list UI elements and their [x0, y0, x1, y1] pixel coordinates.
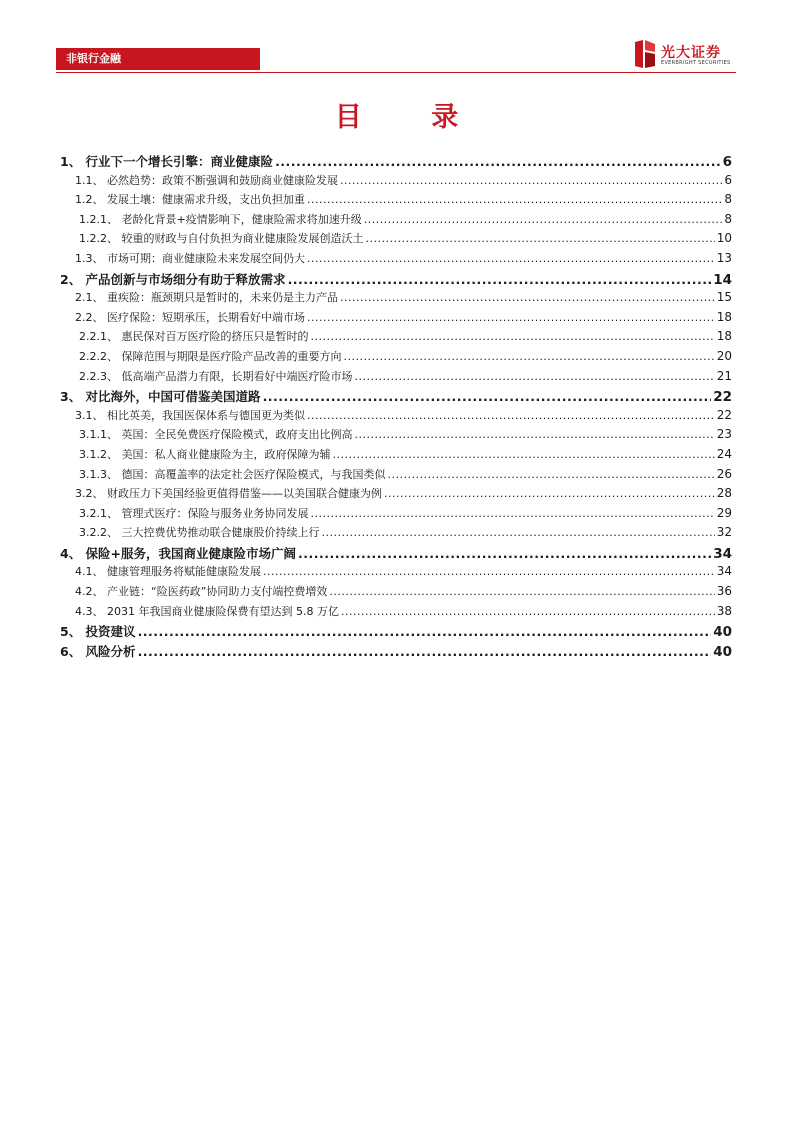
- toc-entry-title: 1.2.2、 较重的财政与自付负担为商业健康险发展创造沃土: [79, 232, 364, 246]
- toc-entry-page: 22: [713, 389, 732, 406]
- toc-entry-title: 6、 风险分析: [60, 643, 136, 659]
- toc-leader-dots: [332, 448, 714, 461]
- table-of-contents: [60, 152, 732, 661]
- toc-entry[interactable]: [60, 328, 732, 348]
- toc-entry-title: 4.3、 2031 年我国商业健康险保费有望达到 5.8 万亿: [75, 604, 339, 618]
- toc-entry[interactable]: [60, 230, 732, 250]
- toc-entry-page: 10: [716, 231, 732, 246]
- toc-entry[interactable]: [60, 152, 732, 172]
- toc-entry[interactable]: [60, 289, 732, 309]
- page-title: 目 录: [334, 102, 489, 133]
- toc-entry-title: 1.1、 必然趋势：政策不断强调和鼓励商业健康险发展: [75, 173, 338, 187]
- toc-entry[interactable]: [60, 270, 732, 290]
- toc-leader-dots: [343, 350, 714, 363]
- toc-entry-title: 3.2、 财政压力下美国经验更值得借鉴——以美国联合健康为例: [75, 487, 382, 501]
- toc-entry-title: 3.1.3、 德国：高覆盖率的法定社会医疗保险模式，与我国类似: [79, 467, 386, 481]
- toc-entry-title: 3.1.1、 英国：全民免费医疗保险模式，政府支出比例高: [79, 428, 353, 442]
- toc-entry-title: 3.1、 相比英美，我国医保体系与德国更为类似: [75, 408, 305, 422]
- toc-entry-page: 24: [716, 446, 732, 461]
- toc-entry-page: 8: [724, 192, 732, 207]
- toc-leader-dots: [307, 252, 715, 265]
- toc-entry-page: 18: [716, 329, 732, 344]
- toc-entry-page: 32: [716, 525, 732, 540]
- toc-leader-dots: [341, 605, 715, 618]
- toc-entry-page: 40: [713, 624, 732, 641]
- everbright-logo: [634, 40, 734, 70]
- toc-entry-title: 3.2.1、 管理式医疗：保险与服务业务协同发展: [79, 506, 309, 520]
- toc-leader-dots: [307, 409, 715, 422]
- toc-leader-dots: [387, 468, 714, 481]
- toc-entry-page: 38: [716, 603, 732, 618]
- toc-leader-dots: [310, 330, 714, 343]
- toc-entry-title: 1.3、 市场可期：商业健康险未来发展空间仍大: [75, 251, 305, 265]
- toc-leader-dots: [340, 291, 715, 304]
- toc-entry-page: 36: [716, 584, 732, 599]
- toc-entry-title: 4.2、 产业链：“险医药政”协同助力支付端控费增效: [75, 585, 328, 599]
- toc-leader-dots: [138, 624, 712, 639]
- toc-entry-page: 20: [716, 348, 732, 363]
- toc-entry[interactable]: [60, 622, 732, 642]
- toc-entry[interactable]: [60, 524, 732, 544]
- toc-entry-title: 4.1、 健康管理服务将赋能健康险发展: [75, 565, 261, 579]
- toc-entry[interactable]: [60, 387, 732, 407]
- toc-entry[interactable]: [60, 348, 732, 368]
- toc-entry-title: 3.1.2、 美国：私人商业健康险为主，政府保障为辅: [79, 447, 331, 461]
- toc-entry-page: 22: [716, 407, 732, 422]
- toc-leader-dots: [288, 272, 712, 287]
- toc-entry-page: 29: [716, 505, 732, 520]
- toc-leader-dots: [263, 389, 712, 404]
- toc-leader-dots: [298, 546, 711, 561]
- toc-entry-page: 26: [716, 466, 732, 481]
- toc-entry[interactable]: [60, 505, 732, 525]
- toc-leader-dots: [307, 193, 722, 206]
- toc-entry-page: 15: [716, 290, 732, 305]
- toc-leader-dots: [354, 370, 714, 383]
- toc-leader-dots: [138, 644, 712, 659]
- toc-leader-dots: [275, 154, 721, 169]
- toc-entry-page: 6: [724, 172, 732, 187]
- toc-entry-title: 4、 保险+服务，我国商业健康险市场广阔: [60, 545, 297, 561]
- toc-entry-page: 34: [713, 545, 732, 562]
- toc-leader-dots: [307, 311, 715, 324]
- toc-entry[interactable]: [60, 446, 732, 466]
- toc-entry[interactable]: [60, 211, 732, 231]
- toc-entry[interactable]: [60, 426, 732, 446]
- header-rule: [56, 72, 736, 73]
- toc-entry-page: 23: [716, 427, 732, 442]
- toc-entry-title: 2.2、 医疗保险：短期承压，长期看好中端市场: [75, 310, 305, 324]
- toc-entry[interactable]: [60, 466, 732, 486]
- toc-leader-dots: [384, 487, 715, 500]
- toc-entry[interactable]: [60, 172, 732, 192]
- toc-entry-title: 2.2.3、 低高端产品潜力有限，长期看好中端医疗险市场: [79, 369, 353, 383]
- everbright-logo-mark-icon: [634, 40, 656, 68]
- toc-entry-page: 13: [716, 250, 732, 265]
- logo-text-en: EVERBRIGHT SECURITIES: [661, 60, 731, 66]
- toc-entry-page: 6: [722, 154, 732, 170]
- toc-entry-title: 5、 投资建议: [60, 624, 136, 640]
- toc-entry-page: 40: [713, 643, 732, 660]
- toc-leader-dots: [310, 507, 714, 520]
- toc-entry-page: 28: [716, 486, 732, 501]
- toc-entry-page: 21: [716, 368, 732, 383]
- toc-entry-title: 3.2.2、 三大控费优势推动联合健康股价持续上行: [79, 526, 320, 540]
- toc-leader-dots: [354, 428, 714, 441]
- toc-entry-title: 2.2.1、 惠民保对百万医疗险的挤压只是暂时的: [79, 330, 309, 344]
- toc-entry-title: 3、 对比海外，中国可借鉴美国道路: [60, 389, 261, 405]
- toc-leader-dots: [364, 213, 723, 226]
- toc-entry-title: 1.2.1、 老龄化背景+疫情影响下，健康险需求将加速升级: [79, 212, 362, 226]
- toc-entry-title: 2、 产品创新与市场细分有助于释放需求: [60, 271, 286, 287]
- toc-entry[interactable]: [60, 485, 732, 505]
- logo-text-cn: 光大证券: [661, 45, 721, 61]
- toc-entry[interactable]: [60, 583, 732, 603]
- toc-leader-dots: [340, 174, 722, 187]
- toc-entry[interactable]: [60, 191, 732, 211]
- toc-entry-title: 1、 行业下一个增长引擎：商业健康险: [60, 154, 274, 169]
- toc-entry[interactable]: [60, 309, 732, 329]
- toc-entry[interactable]: [60, 250, 732, 270]
- section-tag: [56, 48, 260, 70]
- toc-entry[interactable]: [60, 603, 732, 623]
- toc-entry-page: 18: [716, 309, 732, 324]
- toc-leader-dots: [321, 526, 714, 539]
- toc-entry-title: 1.2、 发展土壤：健康需求升级，支出负担加重: [75, 193, 305, 207]
- toc-leader-dots: [329, 585, 714, 598]
- toc-entry-page: 34: [716, 564, 732, 579]
- toc-leader-dots: [263, 565, 715, 578]
- toc-entry[interactable]: [60, 407, 732, 427]
- section-tag-label: 非银行金融: [66, 52, 121, 65]
- toc-entry-page: 8: [724, 211, 732, 226]
- toc-entry[interactable]: [60, 563, 732, 583]
- toc-entry-page: 14: [713, 271, 732, 288]
- toc-leader-dots: [365, 232, 714, 245]
- toc-entry-title: 2.1、 重疾险：瓶颈期只是暂时的，未来仍是主力产品: [75, 291, 338, 305]
- toc-entry[interactable]: [60, 642, 732, 662]
- toc-entry[interactable]: [60, 368, 732, 388]
- toc-entry[interactable]: [60, 544, 732, 564]
- toc-entry-title: 2.2.2、 保障范围与期限是医疗险产品改善的重要方向: [79, 349, 342, 363]
